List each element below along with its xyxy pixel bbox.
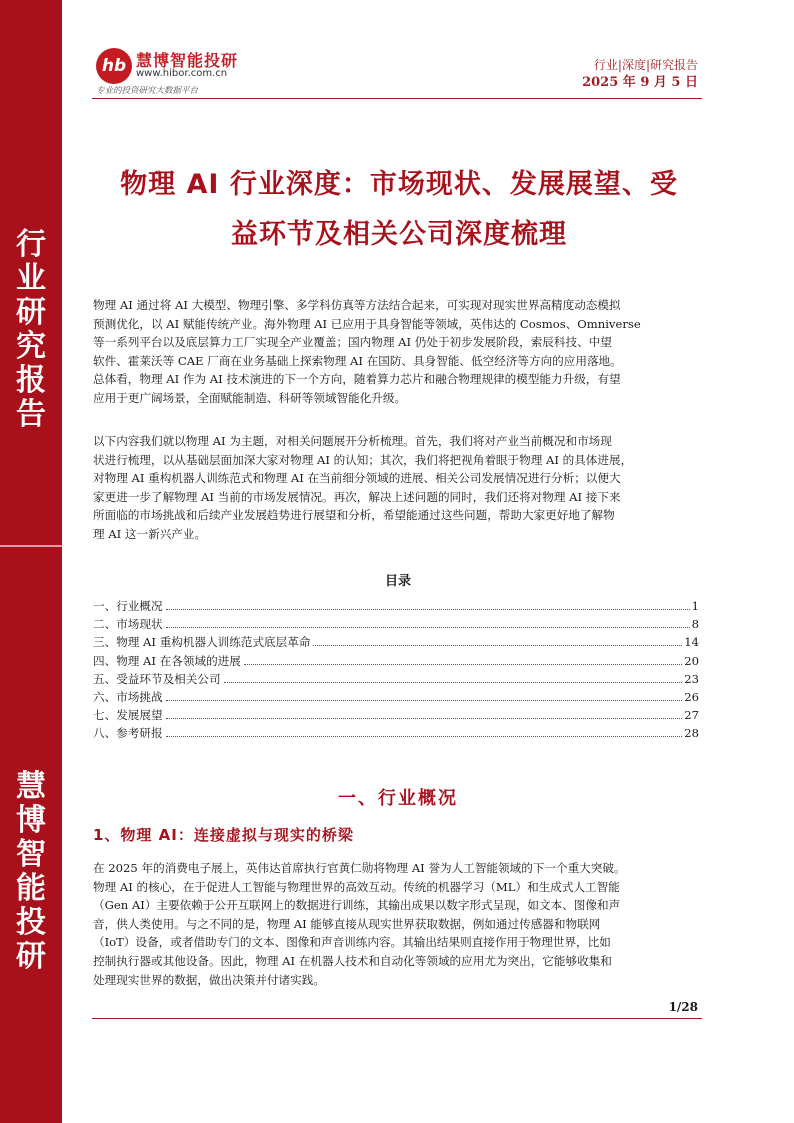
text-line: 以下内容我们就以物理 AI 为主题，对相关问题展开分析梳理。首先，我们将对产业当前概况和市场现 [93, 434, 612, 448]
text-line: 理 AI 这一新兴产业。 [93, 526, 207, 541]
toc-item-page: 1 [691, 599, 699, 613]
toc-item-page: 27 [684, 708, 699, 723]
toc-item-page: 8 [691, 617, 699, 632]
toc-item-label: 五、受益环节及相关公司 [93, 671, 221, 686]
toc-item-page: 14 [684, 635, 699, 650]
text-line: 音，供人类使用。与之不同的是，物理 AI 能够直接从现实世界获取数据，例如通过传感器和物联网 [93, 916, 601, 931]
text-line: 家更进一步了解物理 AI 当前的市场发展情况。再次，解决上述问题的同时，我们还将对物理 AI 接下来 [93, 489, 621, 504]
text-line: 在 2025 年的消费电子展上，英伟达首席执行官黄仁勋将物理 AI 誉为人工智能领域的下一个重大突破。 [93, 861, 626, 875]
toc-leader-dots [166, 609, 690, 610]
sidebar-label-brand [0, 770, 62, 974]
toc-item[interactable] [93, 653, 699, 671]
toc-item-page: 28 [684, 726, 699, 741]
subsection-heading: 1、物理 AI：连接虚拟与现实的桥梁 [93, 826, 354, 844]
sidebar-char: 业 [16, 261, 46, 296]
sidebar-char: 报 [16, 363, 46, 398]
report-date: 2025 年 9 月 5 日 [582, 75, 698, 90]
text-line: 物理 AI 的核心，在于促进人工智能与物理世界的高效互动。传统的机器学习（ML）和生成式人工智能 [93, 879, 620, 894]
toc-item[interactable] [93, 634, 699, 652]
sidebar-char: 研 [16, 939, 46, 974]
sidebar-char: 行 [16, 227, 46, 262]
toc-item[interactable] [93, 598, 699, 616]
text-line: 预测优化，以 AI 赋能传统产业。海外物理 AI 已应用于具身智能等领域，英伟达的 Cosmos、Omniverse [93, 316, 641, 331]
footer-divider [92, 1018, 702, 1019]
logo-name: 慧博智能投研 [136, 51, 239, 70]
text-line: 处理现实世界的数据，做出决策并付诸实践。 [93, 972, 325, 987]
header-divider [92, 98, 702, 99]
toc-item[interactable] [93, 707, 699, 725]
report-meta [582, 56, 698, 92]
section-heading: 一、行业概况 [338, 788, 458, 809]
sidebar [0, 0, 62, 1123]
logo-url: www.hibor.com.cn [136, 68, 228, 79]
toc-leader-dots [313, 645, 682, 646]
page-number: 1/28 [668, 1000, 698, 1014]
text-line: 总体看，物理 AI 作为 AI 技术演进的下一个方向，随着算力芯片和融合物理规律的模型能力升级，有望 [93, 372, 621, 387]
sidebar-label-report [0, 228, 62, 432]
toc-leader-dots [224, 682, 683, 683]
table-of-contents [93, 598, 699, 744]
toc-item-page: 20 [684, 653, 699, 668]
brand-logo [96, 46, 286, 96]
sidebar-char: 能 [16, 871, 46, 906]
text-line: （Gen AI）主要依赖于公开互联网上的数据进行训练，其输出成果以数字形式呈现，如文本、图像和声 [93, 898, 621, 913]
text-line: 所面临的市场挑战和后续产业发展趋势进行展望和分析，希望能通过这些问题，帮助大家更好地了解物 [93, 508, 615, 523]
toc-item-page: 26 [684, 689, 699, 704]
text-line: 等一系列平台以及底层算力工厂实现全产业覆盖；国内物理 AI 仍处于初步发展阶段，索辰科技、中望 [93, 335, 612, 350]
section-paragraph [93, 859, 703, 989]
title-line: 益环节及相关公司深度梳理 [231, 219, 567, 250]
toc-item-page: 23 [684, 671, 699, 686]
toc-item[interactable] [93, 689, 699, 707]
toc-leader-dots [166, 627, 690, 628]
toc-item[interactable] [93, 616, 699, 634]
toc-leader-dots [166, 718, 683, 719]
text-line: 应用于更广阔场景，全面赋能制造、科研等领域智能化升级。 [93, 390, 407, 405]
sidebar-char: 投 [16, 905, 46, 940]
logo-tagline: 专业的投资研究大数据平台 [96, 86, 199, 96]
toc-leader-dots [244, 664, 682, 665]
report-category: 行业|深度|研究报告 [593, 58, 698, 72]
toc-leader-dots [166, 700, 683, 701]
toc-leader-dots [166, 736, 683, 737]
sidebar-char: 告 [16, 397, 46, 432]
toc-item[interactable] [93, 671, 699, 689]
title-line: 物理 AI 行业深度：市场现状、发展展望、受 [120, 169, 678, 200]
toc-item-label: 一、行业概况 [93, 599, 163, 613]
text-line: 物理 AI 通过将 AI 大模型、物理引擎、多学科仿真等方法结合起来，可实现对现实世界高精度动态模拟 [93, 298, 621, 312]
text-line: （IoT）设备，或者借助专门的文本、图像和声音训练内容。其输出结果则直接作用于物理世界，比如 [93, 935, 611, 950]
toc-item-label: 六、市场挑战 [93, 689, 163, 704]
toc-item-label: 三、物理 AI 重构机器人训练范式底层革命 [93, 635, 311, 650]
toc-item-label: 七、发展展望 [93, 708, 163, 723]
sidebar-char: 究 [16, 329, 46, 364]
toc-item-label: 二、市场现状 [93, 617, 163, 632]
logo-icon: hb [96, 48, 132, 84]
text-line: 对物理 AI 重构机器人训练范式和物理 AI 在当前细分领域的进展、相关公司发展情况进行分析；以便大 [93, 471, 621, 486]
toc-item-label: 四、物理 AI 在各领域的进展 [93, 653, 241, 668]
sidebar-char: 智 [16, 837, 46, 872]
text-line: 状进行梳理，以从基础层面加深大家对物理 AI 的认知；其次，我们将把视角着眼于物理 AI 的具体进展， [93, 452, 633, 467]
sidebar-divider [0, 545, 62, 547]
sidebar-char: 博 [16, 803, 46, 838]
toc-item[interactable] [93, 725, 699, 743]
sidebar-char: 研 [16, 295, 46, 330]
report-title [90, 160, 708, 260]
text-line: 软件、霍莱沃等 CAE 厂商在业务基础上探索物理 AI 在国防、具身智能、低空经济等方向的应用落地。 [93, 353, 622, 368]
toc-item-label: 八、参考研报 [93, 726, 163, 741]
intro-paragraph [93, 296, 703, 408]
outline-paragraph [93, 432, 703, 544]
toc-title: 目录 [384, 574, 411, 589]
sidebar-char: 慧 [16, 769, 46, 804]
text-line: 控制执行器或其他设备。因此，物理 AI 在机器人技术和自动化等领域的应用尤为突出，它能够收集和 [93, 953, 612, 968]
